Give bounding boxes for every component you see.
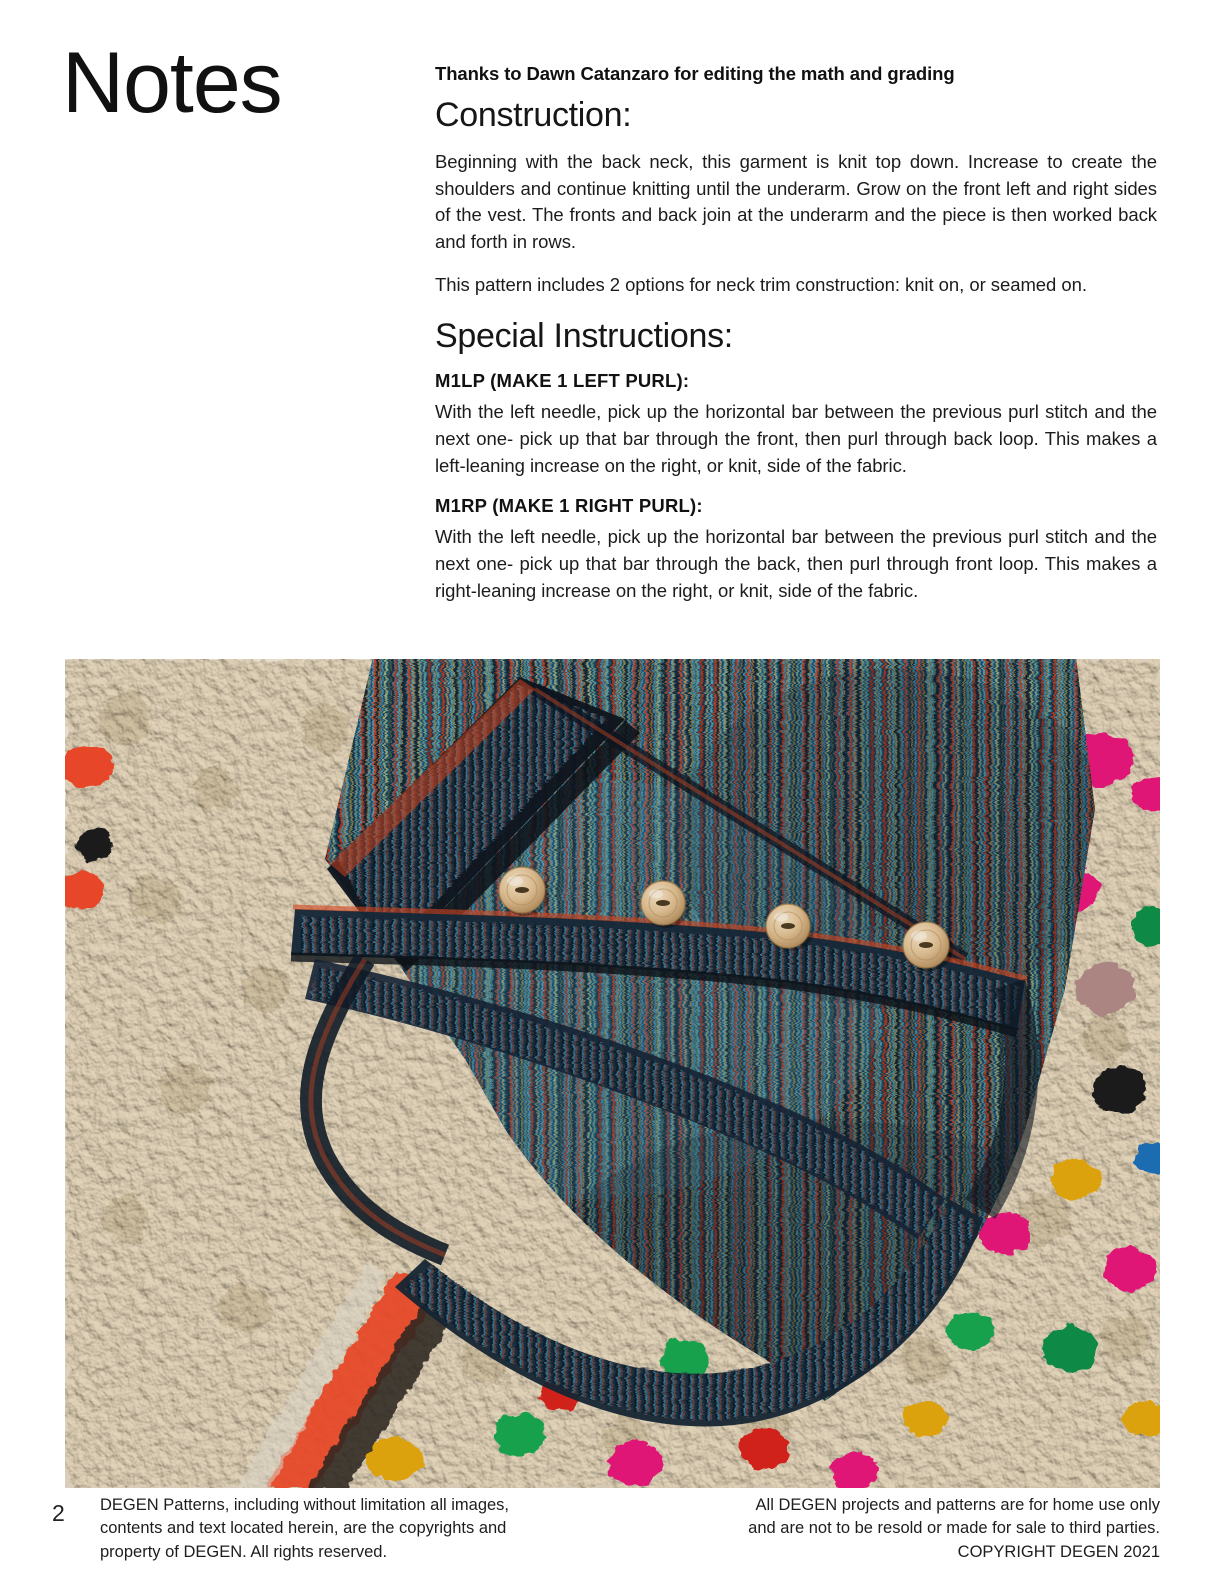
footer-left-line-2: contents and text located herein, are the copyrights and: [100, 1519, 507, 1538]
photo-illustration: [65, 659, 1160, 1488]
content-column: [435, 62, 1157, 620]
credit-line: Thanks to Dawn Catanzaro for editing the math and grading: [435, 63, 955, 84]
instruction-m1lp: [435, 370, 1157, 479]
instruction-term-m1rp: M1RP (MAKE 1 RIGHT PURL):: [435, 495, 703, 517]
page-title: Notes: [62, 35, 282, 131]
footer-left-line-1: DEGEN Patterns, including without limitation all images,: [100, 1496, 510, 1514]
construction-heading: Construction:: [435, 96, 632, 135]
vest-photograph: [65, 659, 1160, 1488]
construction-paragraph-2: This pattern includes 2 options for neck trim construction: knit on, or seamed on.: [435, 273, 1087, 295]
footer-copyright-left: [100, 1494, 570, 1564]
construction-paragraph-1: Beginning with the back neck, this garment is knit top down. Increase to create the shoulders and continue knitting until the underarm. Grow on the front left and right sides of the vest. The fronts and back join at the underarm and the piece is then worked back and forth in rows.: [435, 151, 1157, 253]
footer-right-line-1: All DEGEN projects and patterns are for home use only: [755, 1496, 1160, 1514]
footer-left-line-3: property of DEGEN. All rights reserved.: [100, 1542, 388, 1561]
footer-right-line-3: COPYRIGHT DEGEN 2021: [957, 1542, 1160, 1561]
instruction-m1rp: [435, 495, 1157, 604]
instruction-definition-m1rp: With the left needle, pick up the horizontal bar between the previous purl stitch and the next one- pick up that bar through the back, then purl through front loop. This makes a right-leaning increase on the right, or knit, side of the fabric.: [435, 526, 1157, 601]
footer-copyright-right: [640, 1494, 1160, 1564]
page-number: 2: [52, 1500, 65, 1526]
page-footer: [0, 1494, 1224, 1584]
special-instructions-heading: Special Instructions:: [435, 317, 733, 356]
instruction-term-m1lp: M1LP (MAKE 1 LEFT PURL):: [435, 370, 690, 392]
footer-right-line-2: and are not to be resold or made for sale to third parties.: [748, 1519, 1160, 1538]
instruction-definition-m1lp: With the left needle, pick up the horizontal bar between the previous purl stitch and the next one- pick up that bar through the front, then purl through back loop. This makes a left-leaning increase on the right, or knit, side of the fabric.: [435, 401, 1157, 476]
